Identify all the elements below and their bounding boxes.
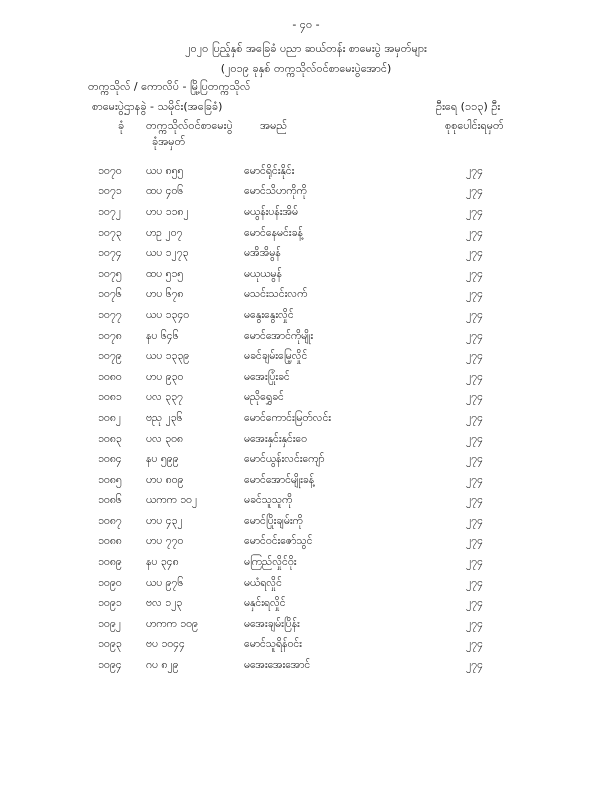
- table-row: [98, 533, 506, 554]
- row-number: ၁၀၇၆: [98, 288, 122, 301]
- student-name: မကြည်လှိုင်ဝိုး: [244, 556, 297, 569]
- row-number: ၁၀၇၉: [98, 350, 122, 363]
- total-mark: ၂၇၄: [466, 638, 483, 651]
- roll-number: ဟပ ၉၃၀: [146, 370, 184, 383]
- roll-number: ဟဥ ၂၀၇: [146, 226, 183, 239]
- roll-number: ဟပ ၈၀၉: [146, 473, 184, 486]
- total-mark: ၂၇၄: [466, 247, 483, 260]
- student-name: မယွန်းပန်းအိမ်: [244, 205, 299, 218]
- page-number: - ၄၀ -: [292, 18, 320, 31]
- table-row: [98, 244, 506, 265]
- student-name: မောင်အောင်မျိုးခန့်: [244, 473, 315, 486]
- row-number: ၁၀၉၁: [98, 597, 122, 610]
- row-number: ၁၀၈၉: [98, 556, 122, 569]
- student-name: မောင်အောင်ကိုမျိုး: [244, 329, 314, 342]
- total-mark: ၂၇၄: [466, 597, 483, 610]
- roll-number: ထပ ၅၁၅: [146, 267, 184, 280]
- table-row: [98, 450, 506, 471]
- roll-number: ဟကက ၁၀၉: [146, 617, 198, 630]
- roll-number: ဗညု ၂၃၆: [146, 411, 183, 424]
- student-name: မသင်းသင်းလက်: [244, 288, 308, 301]
- student-name: မခင်ချမ်းမြေ့လှိုင်: [244, 350, 308, 363]
- student-name: မောင်ယွန်းလင်းကျော်: [244, 453, 325, 466]
- exam-center: စာမေးပွဲဌာနခွဲ - သမိုင်း(အခြေခံ): [92, 100, 223, 113]
- total-mark: ၂၇၄: [466, 329, 483, 342]
- roll-number: ပလ ၃၀၈: [146, 432, 183, 445]
- roll-number: ဟပ ၇၇၀: [146, 535, 184, 548]
- header-no: ခုံ: [118, 119, 125, 132]
- student-name: မယုယမွန်: [244, 267, 282, 280]
- student-name: မအေးအေးအောင်: [244, 659, 311, 672]
- roll-number: နပ ၆၄၆: [146, 329, 179, 342]
- roll-number: ယကက ၁၀၂: [146, 494, 198, 507]
- total-mark: ၂၇၄: [466, 391, 483, 404]
- total-mark: ၂၇၄: [466, 659, 483, 672]
- table-row: [98, 203, 506, 224]
- total-mark: ၂၇၄: [466, 494, 483, 507]
- roll-number: ယပ ၁၃၃၉: [146, 350, 190, 363]
- student-name: မညိုရွှေခင်: [244, 391, 284, 404]
- roll-number: နပ ၃၄၈: [146, 556, 179, 569]
- table-row: [98, 430, 506, 451]
- table-row: [98, 389, 506, 410]
- results-table: [98, 162, 506, 677]
- table-row: [98, 224, 506, 245]
- total-count: ဦးရေ (၁၁၃) ဦး: [436, 100, 501, 113]
- total-mark: ၂၇၄: [466, 617, 483, 630]
- student-name: မောင်ပြိုးချမ်းကို: [244, 514, 303, 527]
- roll-number: ယပ ၁၂၇၃: [146, 247, 189, 260]
- roll-number: ဟပ ၄၃၂: [146, 514, 183, 527]
- row-number: ၁၀၈၇: [98, 514, 122, 527]
- student-name: မောင်နေမင်းခန့်: [244, 226, 303, 239]
- table-row: [98, 347, 506, 368]
- student-name: မအိအိမွန်: [244, 247, 281, 260]
- row-number: ၁၀၇၁: [98, 185, 122, 198]
- student-name: မောင်သိဟကိုကို: [244, 185, 307, 198]
- row-number: ၁၀၈၃: [98, 432, 122, 445]
- row-number: ၁၀၇၄: [98, 247, 122, 260]
- total-mark: ၂၇၄: [466, 267, 483, 280]
- total-mark: ၂၇၄: [466, 164, 483, 177]
- student-name: မောင်ကောင်းမြတ်လင်း: [244, 411, 331, 424]
- row-number: ၁၀၇၈: [98, 329, 122, 342]
- total-mark: ၂၇၄: [466, 556, 483, 569]
- total-mark: ၂၇၄: [466, 288, 483, 301]
- total-mark: ၂၇၄: [466, 576, 483, 589]
- row-number: ၁၀၈၂: [98, 411, 121, 424]
- university-region: တက္ကသိုလ် / ကောလိပ် - မြို့ပြတက္ကသိုလ်: [88, 80, 251, 93]
- header-mark: စုစုပေါင်းရမှတ်: [445, 119, 504, 132]
- roll-number: နပ ၅၉၉: [146, 453, 179, 466]
- table-row: [98, 553, 506, 574]
- table-row: [98, 306, 506, 327]
- table-row: [98, 471, 506, 492]
- table-row: [98, 512, 506, 533]
- row-number: ၁၀၇၀: [98, 164, 122, 177]
- student-name: မနှင်းရလှိုင်: [244, 597, 286, 610]
- row-number: ၁၀၈၀: [98, 370, 122, 383]
- row-number: ၁၀၈၈: [98, 535, 122, 548]
- table-row: [98, 492, 506, 513]
- roll-number: ယပ ၉၇၆: [146, 576, 184, 589]
- table-row: [98, 594, 506, 615]
- student-name: မခင်သူသူကို: [244, 494, 293, 507]
- total-mark: ၂၇၄: [466, 370, 483, 383]
- table-row: [98, 286, 506, 307]
- roll-number: ပလ ၃၃၇: [146, 391, 183, 404]
- table-row: [98, 162, 506, 183]
- student-name: မအေးချမ်းပြိန်း: [244, 617, 300, 630]
- student-name: မအေးပြုံးခင်: [244, 370, 290, 383]
- table-row: [98, 409, 506, 430]
- student-name: မောင်ဝင်းဇော်သွင်: [244, 535, 313, 548]
- student-name: မအေးနှင်းနှင်းဝေ: [244, 432, 308, 445]
- table-row: [98, 183, 506, 204]
- total-mark: ၂၇၄: [466, 535, 483, 548]
- student-name: မယံရလှိုင်: [244, 576, 282, 589]
- header-roll: တက္ကသိုလ်ဝင်စာမေးပွဲ: [146, 119, 233, 132]
- row-number: ၁၀၇၇: [98, 308, 122, 321]
- roll-number: ယပ ၈၅၅: [146, 164, 184, 177]
- row-number: ၁၀၈၅: [98, 473, 122, 486]
- row-number: ၁၀၈၄: [98, 453, 122, 466]
- student-name: မောင်ရိုင်းနိုင်း: [244, 164, 295, 177]
- total-mark: ၂၇၄: [466, 350, 483, 363]
- row-number: ၁၀၉၄: [98, 659, 122, 672]
- total-mark: ၂၇၄: [466, 453, 483, 466]
- table-row: [98, 656, 506, 677]
- roll-number: ယပ ၁၃၄၀: [146, 308, 190, 321]
- student-name: မောင်သူရိန်ဝင်း: [244, 638, 302, 651]
- roll-number: ဟပ ၁၁၈၂: [146, 205, 189, 218]
- total-mark: ၂၇၄: [466, 308, 483, 321]
- total-mark: ၂၇၄: [466, 514, 483, 527]
- roll-number: ဂပ ၈၂၉: [146, 659, 179, 672]
- roll-number: ဟပ ၆၇၈: [146, 288, 184, 301]
- table-row: [98, 265, 506, 286]
- document-subtitle: (၂၀၁၉ ခုနှစ် တက္ကသိုလ်ဝင်စာမေးပွဲအောင်): [220, 62, 392, 75]
- row-number: ၁၀၈၁: [98, 391, 122, 404]
- total-mark: ၂၇၄: [466, 205, 483, 218]
- total-mark: ၂၇၄: [466, 185, 483, 198]
- student-name: မနွေးနွေးလှိုင်: [244, 308, 294, 321]
- roll-number: ထပ ၄၀၆: [146, 185, 184, 198]
- row-number: ၁၀၇၅: [98, 267, 122, 280]
- roll-number: ဗပ ၁၀၄၄: [146, 638, 185, 651]
- header-roll-sub: ခုံအမှတ်: [152, 135, 186, 148]
- total-mark: ၂၇၄: [466, 226, 483, 239]
- total-mark: ၂၇၄: [466, 411, 483, 424]
- row-number: ၁၀၈၆: [98, 494, 122, 507]
- row-number: ၁၀၇၂: [98, 205, 121, 218]
- row-number: ၁၀၇၃: [98, 226, 122, 239]
- row-number: ၁၀၉၂: [98, 617, 121, 630]
- table-row: [98, 615, 506, 636]
- table-row: [98, 368, 506, 389]
- table-row: [98, 636, 506, 657]
- table-row: [98, 327, 506, 348]
- header-name: အမည်: [260, 119, 288, 132]
- document-title: ၂၀၂၀ ပြည့်နှစ် အခြေခံ ပညာ ဆယ်တန်း စာမေးပွဲ အမှတ်များ: [185, 42, 427, 55]
- total-mark: ၂၇၄: [466, 432, 483, 445]
- total-mark: ၂၇၄: [466, 473, 483, 486]
- table-row: [98, 574, 506, 595]
- roll-number: ဗလ ၁၂၃: [146, 597, 183, 610]
- row-number: ၁၀၉၃: [98, 638, 122, 651]
- row-number: ၁၀၉၀: [98, 576, 122, 589]
